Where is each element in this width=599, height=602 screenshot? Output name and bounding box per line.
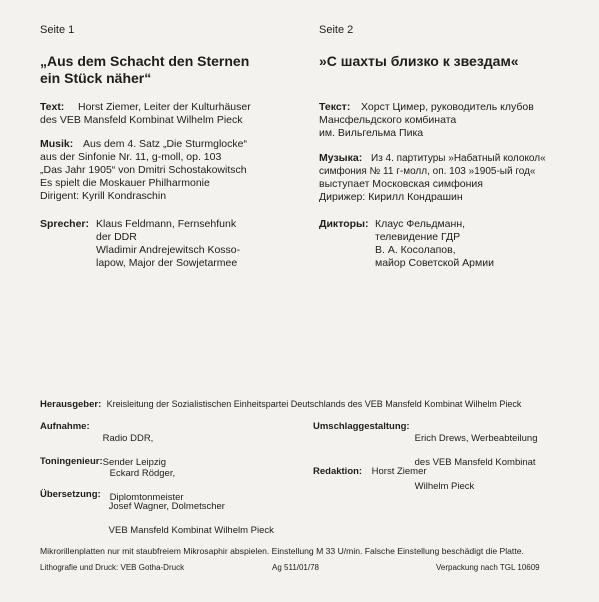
litho-credit: Lithografie und Druck: VEB Gotha-Druck: [40, 563, 185, 572]
left-sprecher-line: der DDR: [96, 231, 137, 243]
right-diktory-line: В. А. Косолапов,: [375, 244, 456, 256]
uebersetzung-line: Josef Wagner, Dolmetscher: [108, 501, 225, 512]
right-text-block: [319, 101, 534, 140]
right-diktory-block: [319, 218, 494, 270]
right-musik-line: симфония № 11 г-молл, оп. 103 »1905-ый год«: [319, 166, 536, 177]
toningenieur-label: Toningenieur:: [40, 456, 103, 467]
herausgeber-label: Herausgeber:: [40, 399, 102, 410]
toningenieur-line: Diplomtonmeister: [109, 492, 184, 503]
umschlag-line: Wilhelm Pieck: [414, 481, 475, 492]
left-sprecher-line: Klaus Feldmann, Fernsehfunk: [96, 218, 237, 230]
right-musik-block: [319, 152, 546, 204]
umschlag-line: Erich Drews, Werbeabteilung: [414, 433, 538, 444]
seite-2-label: Seite 2: [319, 24, 354, 36]
left-text-label: Text:: [40, 101, 65, 113]
right-diktory-line: телевидение ГДР: [375, 231, 461, 243]
right-musik-label: Музыка:: [319, 152, 363, 164]
left-musik-line: Es spielt die Moskauer Philharmonie: [40, 177, 210, 189]
verpackung-note: Verpackung nach TGL 10609: [436, 563, 540, 572]
toningenieur-line: Eckard Rödger,: [109, 468, 176, 479]
aufnahme-line: Sender Leipzig: [102, 457, 167, 468]
right-diktory-line: майор Советской Армии: [375, 257, 494, 269]
left-title: [40, 53, 249, 87]
aufnahme-label: Aufnahme:: [40, 421, 90, 432]
left-musik-line: Aus dem 4. Satz „Die Sturmglocke“: [83, 138, 247, 150]
redaktion-row: [313, 466, 427, 478]
aufnahme-line: Radio DDR,: [102, 433, 154, 444]
left-text-line: des VEB Mansfeld Kombinat Wilhelm Pieck: [40, 114, 243, 126]
left-musik-line: aus der Sinfonie Nr. 11, g-moll, op. 103: [40, 151, 222, 163]
left-musik-block: [40, 138, 247, 203]
left-sprecher-label: Sprecher:: [40, 218, 90, 230]
left-sprecher-block: [40, 218, 240, 270]
right-diktory-line: Клаус Фельдманн,: [375, 218, 466, 230]
ag-number: Ag 511/01/78: [272, 563, 320, 572]
right-text-line: им. Вильгельма Пика: [319, 127, 424, 139]
left-title-line-1: „Aus dem Schacht den Sternen: [40, 53, 250, 69]
right-title: »С шахты близко к звездам«: [319, 53, 519, 69]
redaktion-label: Redaktion:: [313, 466, 363, 477]
left-sprecher-line: Wladimir Andrejewitsch Kosso-: [96, 244, 241, 256]
left-text-block: [40, 101, 251, 127]
herausgeber-row: [40, 398, 580, 411]
right-musik-line: Дирижер: Кирилл Кондрашин: [319, 191, 463, 203]
left-musik-line: „Das Jahr 1905“ von Dmitri Schostakowitsch: [40, 164, 247, 176]
right-musik-line: Из 4. партитуры »Набатный колокол«: [371, 153, 546, 164]
uebersetzung-line: VEB Mansfeld Kombinat Wilhelm Pieck: [108, 525, 274, 536]
redaktion-value: Horst Ziemer: [371, 466, 427, 477]
uebersetzung-row: [40, 489, 274, 549]
uebersetzung-label: Übersetzung:: [40, 489, 101, 500]
herausgeber-value: Kreisleitung der Sozialistischen Einheitspartei Deutschlands des VEB Mansfeld Kombinat Wilhelm Pieck: [106, 399, 522, 409]
right-musik-line: выступает Московская симфония: [319, 178, 483, 190]
left-musik-line: Dirigent: Kyrill Kondraschin: [40, 190, 167, 202]
right-text-label: Текст:: [319, 101, 351, 113]
umschlag-line: des VEB Mansfeld Kombinat: [414, 457, 536, 468]
left-musik-label: Musik:: [40, 138, 74, 150]
umschlag-label: Umschlaggestaltung:: [313, 421, 410, 432]
right-text-line: Хорст Цимер, руководитель клубов: [361, 101, 534, 113]
left-text-line: Horst Ziemer, Leiter der Kulturhäuser: [78, 101, 251, 113]
right-diktory-label: Дикторы:: [319, 218, 369, 230]
seite-1-label: Seite 1: [40, 24, 75, 36]
umschlag-row: [313, 421, 538, 505]
playback-note: Mikrorillenplatten nur mit staubfreiem Mikrosaphir abspielen. Einstellung M 33 U/min. Falsche Einstellung beschädigt die Platte.: [40, 546, 524, 556]
right-text-line: Мансфельдского комбината: [319, 114, 457, 126]
left-title-line-2: ein Stück näher“: [40, 70, 152, 86]
left-sprecher-line: lapow, Major der Sowjetarmee: [96, 257, 238, 269]
